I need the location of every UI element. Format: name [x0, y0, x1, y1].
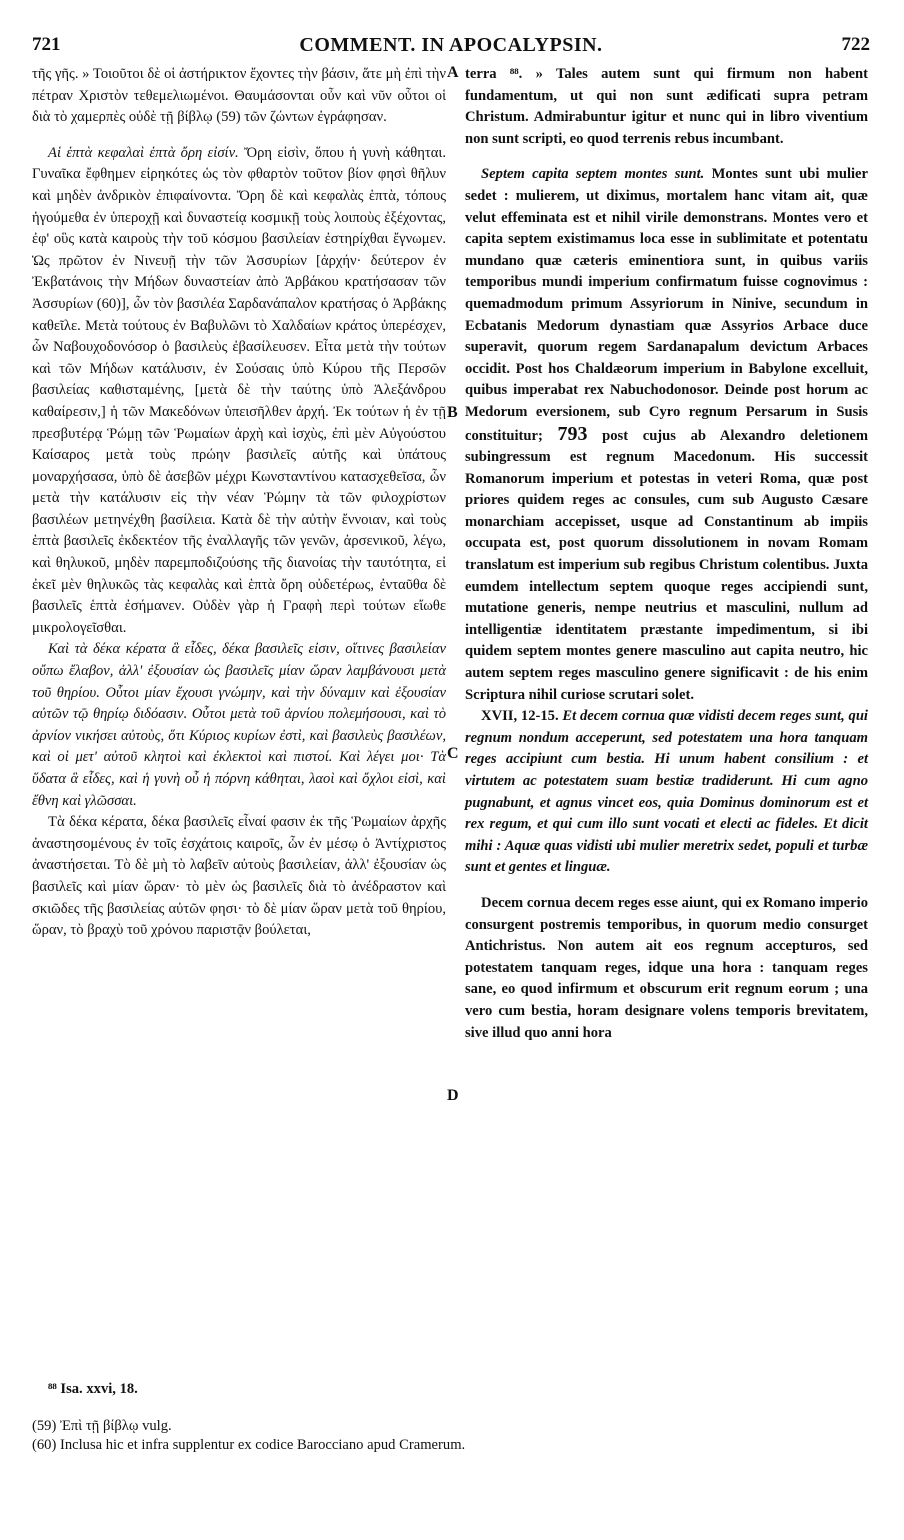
column-number: 793	[557, 422, 588, 445]
latin-paragraph-1: terra ⁸⁸. » Tales autem sunt qui firmum non habent fundamentum, ut qui non sunt ædificati supra petram Christum. Admirabuntur igitur et nunc qui in libro viventium non sunt scripti, eo quod terrenis rebus incumbant.	[465, 66, 868, 147]
latin-paragraph-2	[465, 164, 868, 706]
greek-commentary-1: Ὄρη εἰσὶν, ὅπου ἡ γυνὴ κάθηται. Γυναῖκα ἔφθημεν εἰρηκότες ὡς τὸν φθαρτὸν τοῦτον βίον φησὶ θῆλυν καὶ μηδὲν ἀνδρικὸν ἐπιφαίνοντα. Ὄρη δὲ καὶ κεφαλὰς ἑπτὰ, τόπους ἡγούμεθα ἐν ὑπεροχῇ καὶ δυναστείᾳ κοσμικῇ τοὺς λοιποὺς ἐξέχοντας, ἐφ' οὓς κατὰ καιροὺς τὴν τοῦ κόσμου βασιλείαν ἐστηρίχθαι ἔγνωμεν. Ὡς πρῶτον ἐν Νινευῇ τὴν τῶν Ἀσσυρίων [ἀρχήν· δεύτερον ἐν Ἐκβατάνοις τὴν Μήδων δυναστείαν ἀπὸ Ἀρβάκου κρατήσασαν τῶν Ἀσσυρίων (60)], ὧν τὸν βασιλέα Σαρδανάπαλον κρατήσας ὁ Ἀρβάκης καθεῖλε. Μετὰ τούτους ἐν Βαβυλῶνι τὸ Χαλδαίων κράτος ὑπερέσχεν, ὧν Ναβουχοδονόσορ ὁ βασιλεὺς ἐβασίλευσεν. Εἶτα μετὰ τὴν τούτων καὶ τῶν Μήδων κατάλυσιν, ἐν Σούσαις ὑπὸ Κύρου τῆς Περσῶν βασιλείας καθισταμένης, [μετὰ δὲ τὴν ταύτης ὑπὸ Ἀλεξάνδρου καθαίρεσιν,] ἡ τῶν Μακεδόνων ὑπεισῆλθεν ἀρχή. Ἐκ τούτων ἡ ἐν τῇ πρεσβυτέρᾳ Ῥώμῃ τῶν Ῥωμαίων ἀρχὴ καὶ ἰσχὺς, ἐπὶ μὲν Αὐγούστου Καίσαρος μετὰ τοὺς πρώην βασιλεῖς αὐτῆς καὶ ὑπάτους μοναρχήσασα, ὑπὸ δὲ ἀσεβῶν μέχρι Κωνσταντίνου κατασχεθεῖσα, ὧν μετὰ τὴν κατάλυσιν εἰς τὴν νέαν Ῥώμην τὰ τῶν φιλοχρίστων βασιλέων μετηνέχθη βασίλεια. Κατὰ δὲ τὴν αὐτὴν ἔννοιαν, καὶ τοὺς ἑπτὰ βασιλεῖς ἐκδεκτέον τῆς ἐναλλαγῆς τῶν γενῶν, ἀρσενικοῦ, λέγω, καὶ θηλυκοῦ, μηδὲν παρεμποδιζούσης τῆς διανοίας τὴν ταυτότητα, εἰ ἐκεῖ μὲν θηλυκῶς τὰς κεφαλὰς καὶ ἑπτὰ ὄρη οὐδετέρως, ἐνταῦθα δὲ βασιλεῖς ἑπτὰ ἐσήμανεν. Οὐδὲν γὰρ ἡ Γραφὴ περὶ τούτων εἴωθε μικρολογεῖσθαι.	[32, 144, 446, 636]
greek-paragraph-4: Τὰ δέκα κέρατα, δέκα βασιλεῖς εἶναί φασιν ἐκ τῆς Ῥωμαίων ἀρχῆς ἀναστησομένους ἐν τοῖς ἐσχάτοις καιροῖς, ὧν ἐν μέσῳ ὁ Ἀντίχριστος ἀναστήσεται. Τὸ δὲ μὴ τὸ λαβεῖν αὐτοὺς βασιλείαν, ἀλλ' ἐξουσίαν ὡς βασιλεῖς καὶ μίαν ὥραν· τὸ μὲν ὡς βασιλεῖς διὰ τὸ ἀνέδραστον καὶ σκιῶδες τῆς βασιλείας αὐτῶν φησι· τὸ δὲ μίαν ὥραν μετὰ τοῦ θηρίου, ὥραν, τὸ βραχὺ τοῦ χρόνου παριστᾷν βούλεται,	[32, 814, 446, 939]
latin-paragraph-4: Decem cornua decem reges esse aiunt, qui ex Romano imperio consurgent postremis temporibus, in quorum medio consurget Antichristus. Non autem ait eos regnum accepturos, sed potestatem tanquam reges, idque una hora : tanquam reges sane, eo quod infirmum et obscurum erit regnum eorum ; una vero cum bestia, horam designare volens temporis brevitatem, sive illud quo anni hora	[465, 894, 868, 1041]
greek-paragraph-1: τῆς γῆς. » Τοιοῦτοι δὲ οἱ ἀστήρικτον ἔχοντες τὴν βάσιν, ἅτε μὴ ἐπὶ τὴν πέτραν Χριστὸν τεθεμελιωμένοι. Θαυμάσονται οὖν καὶ νῦν οὗτοι οἱ διὰ τὸ χαμερπὲς οὐδὲ τῇ βίβλῳ (59) τῶν ζώντων ἐγράφησαν.	[32, 66, 446, 126]
latin-lemma-2: Et decem cornua quæ vidisti decem reges sunt, qui regnum nondum acceperunt, sed potestatem una hora tanquam reges accipiunt cum bestia. Hi unum habent consilium : et virtutem ac potestatem suam bestiæ tradiderunt. Hi cum agno pugnabunt, et agnus vincet eos, quia Dominus dominorum est et rex regum, et qui cum illo sunt vocati et electi ac fideles. Et dicit mihi : Aquæ quas vidisti ubi mulier meretrix sedet, populi et turbæ sunt et gentes et linguæ.	[465, 708, 868, 876]
greek-paragraph-2	[32, 143, 446, 640]
running-header	[32, 34, 870, 60]
margin-marker-c: C	[447, 745, 459, 762]
latin-commentary-1b: post cujus ab Alexandro deletionem subingressum est regnum Macedonum. His successit Romanorum imperium et potestas in veteri Roma, quæ post priores quidem reges ac consules, cum sub Augusto Cæsare monarchiam accepisset, usque ad Constantinum ab impiis occupata est, post quorum dissolutionem in novam Romam translatum est imperium sub regibus Christum colentibus. Juxta eumdem intellectum septem quoque reges accipiendi sunt, mutatione generis, nempe neutrius et masculini, nullum ad intelligentiæ identitatem præstante impedimentum, si ibi quidem septem montes genere masculino aut capita neutro, hic autem septem reges masculino genere significavit : de his enim Scriptura nihil curiose scrutari solet.	[465, 427, 868, 703]
verse-reference: XVII, 12-15.	[481, 708, 559, 725]
page-number-right: 722	[841, 34, 870, 55]
margin-marker-b: B	[447, 404, 458, 421]
margin-marker-a: A	[447, 64, 459, 81]
latin-lemma-1: Septem capita septem montes sunt.	[481, 166, 705, 183]
latin-commentary-1a: Montes sunt ubi mulier sedet : mulierem, ut diximus, mortalem hanc vitam ait, quæ velut effeminata est et nihil virile demonstrans. Montes vero et capita septem existimamus loca esse in sublimitate et potentatu mundano quæ cæteris eminentiora sunt, in quibus variis temporibus mundi imperium confirmatum fuisse cognovimus : quemadmodum primum Assyriorum in Ninive, secundum in Ecbatanis Medorum dynastiam quæ Assyrios Arbace duce superavit, quorum regem Sardanapalum devictum Arbaces occidit. Post hos Chaldæorum imperium in Babylone excelluit, quibus imperabat rex Nabuchodonosor. Deinde post horum ac Medorum eversionem, sub Cyro regnum Persarum in Susis constituitur;	[465, 166, 869, 444]
scripture-footnote: ⁸⁸ Isa. xxvi, 18.	[48, 1381, 138, 1397]
latin-paragraph-3	[465, 706, 868, 879]
footnote-60: (60) Inclusa hic et infra supplentur ex codice Barocciano apud Cramerum.	[32, 1437, 466, 1453]
footnote-59: (59) Ἐπὶ τῇ βίβλῳ vulg.	[32, 1418, 172, 1434]
latin-column	[465, 64, 868, 1044]
running-title: COMMENT. IN APOCALYPSIN.	[299, 34, 603, 56]
margin-marker-d: D	[447, 1087, 459, 1104]
greek-lemma-1: Αἱ ἑπτὰ κεφαλαὶ ἑπτὰ ὄρη εἰσίν.	[48, 144, 239, 161]
greek-lemma-2: Καὶ τὰ δέκα κέρατα ἃ εἶδες, δέκα βασιλεῖς εἰσιν, οἵτινες βασιλείαν οὔπω ἔλαβον, ἀλλ' ἐξουσίαν ὡς βασιλεῖς μίαν ὥραν λαμβάνουσι μετὰ τοῦ θηρίου. Οὗτοι μίαν ἔχουσι γνώμην, καὶ τὴν δύναμιν καὶ ἐξουσίαν αὐτῶν τῷ θηρίῳ διδόασιν. Οὗτοι μετὰ τοῦ ἀρνίου πολεμήσουσι, καὶ τὸ ἀρνίον νικήσει αὐτοὺς, ὅτι Κύριος κυρίων ἐστὶ, καὶ βασιλεὺς βασιλέων, καὶ οἱ μετ' αὐτοῦ κλητοὶ καὶ ἐκλεκτοὶ καὶ πιστοί. Καὶ λέγει μοι· Τὰ ὕδατα ἃ εἶδες, καὶ ἡ γυνὴ οὗ ἡ πόρνη κάθηται, λαοὶ καὶ ὄχλοι εἰσὶ, καὶ ἔθνη καὶ γλῶσσαι.	[32, 641, 446, 809]
greek-column	[32, 64, 446, 942]
page-number-left: 721	[32, 34, 61, 55]
